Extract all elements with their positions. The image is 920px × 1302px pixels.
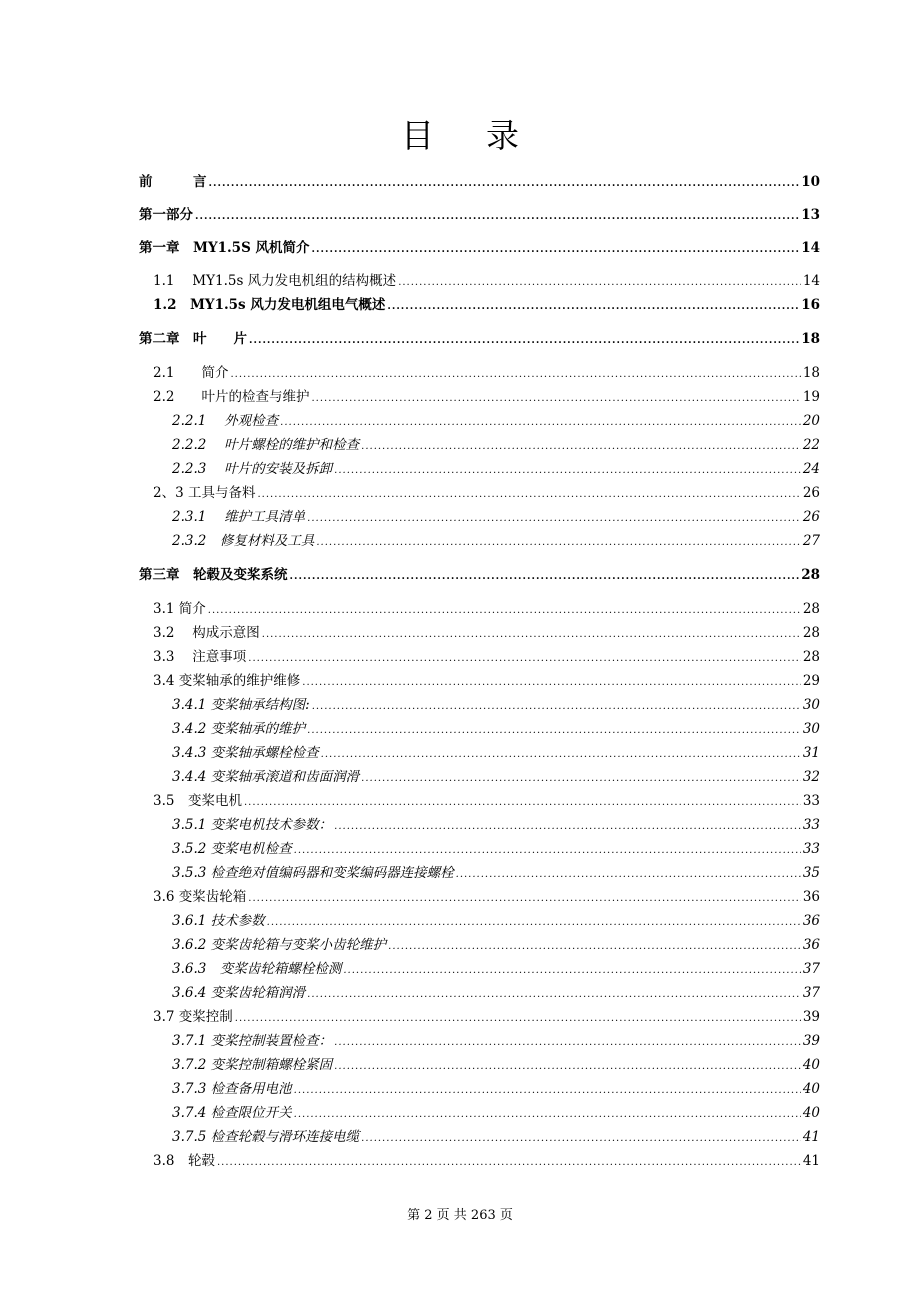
toc-entry-page-number: 26 bbox=[802, 509, 820, 525]
toc-entry-label: 3.7.1 变桨控制装置检查： bbox=[172, 1033, 333, 1049]
toc-entry-page-number: 28 bbox=[802, 649, 820, 665]
toc-entry-page-number: 28 bbox=[802, 625, 820, 641]
toc-entry-label: 3.6.3 变桨齿轮箱螺栓检测 bbox=[172, 961, 342, 977]
toc-entry-page-number: 40 bbox=[802, 1057, 820, 1073]
toc-entry-label: 3.5.1 变桨电机技术参数： bbox=[172, 817, 333, 833]
toc-entry[interactable] bbox=[153, 294, 820, 316]
toc-entry[interactable] bbox=[172, 694, 820, 716]
toc-entry-label: 2.3.2 修复材料及工具 bbox=[172, 533, 315, 549]
toc-entry[interactable] bbox=[172, 506, 820, 528]
toc-entry-page-number: 33 bbox=[802, 793, 820, 809]
toc-entry[interactable] bbox=[153, 482, 820, 504]
toc-leader-dots bbox=[217, 1154, 801, 1172]
toc-leader-dots bbox=[456, 866, 801, 884]
toc-leader-dots bbox=[209, 175, 800, 193]
toc-entry-label: 第二章 叶 片 bbox=[139, 331, 247, 347]
toc-entry[interactable] bbox=[153, 790, 820, 812]
toc-entry-label: 3.7 变桨控制 bbox=[153, 1009, 233, 1025]
toc-leader-dots bbox=[334, 462, 801, 480]
toc-entry-page-number: 35 bbox=[802, 865, 820, 881]
toc-entry-page-number: 26 bbox=[802, 485, 820, 501]
toc-entry[interactable] bbox=[153, 646, 820, 668]
page-footer: 第 2 页 共 263 页 bbox=[407, 1208, 513, 1223]
toc-leader-dots bbox=[361, 1130, 801, 1148]
toc-entry-page-number: 31 bbox=[802, 745, 820, 761]
toc-leader-dots bbox=[387, 298, 799, 316]
toc-leader-dots bbox=[361, 438, 801, 456]
toc-leader-dots bbox=[302, 674, 801, 692]
toc-entry-page-number: 28 bbox=[801, 567, 820, 583]
toc-entry-page-number: 22 bbox=[802, 437, 820, 453]
toc-entry-label: 3.1 简介 bbox=[153, 601, 206, 617]
toc-entry-page-number: 33 bbox=[802, 841, 820, 857]
toc-entry-page-number: 41 bbox=[802, 1129, 820, 1145]
toc-leader-dots bbox=[235, 1010, 801, 1028]
toc-entry[interactable] bbox=[172, 1102, 820, 1124]
toc-entry[interactable] bbox=[139, 564, 820, 586]
toc-entry[interactable] bbox=[153, 362, 820, 384]
toc-entry-label: 3.7.2 变桨控制箱螺栓紧固 bbox=[172, 1057, 333, 1073]
toc-entry[interactable] bbox=[172, 410, 820, 432]
toc-entry-label: 3.4.2 变桨轴承的维护 bbox=[172, 721, 306, 737]
toc-entry[interactable] bbox=[172, 434, 820, 456]
toc-entry[interactable] bbox=[153, 886, 820, 908]
toc-leader-dots bbox=[248, 650, 801, 668]
toc-entry-page-number: 36 bbox=[802, 913, 820, 929]
toc-entry-label: 3.6.2 变桨齿轮箱与变桨小齿轮维护 bbox=[172, 937, 387, 953]
toc-entry-label: 2.2.2 叶片螺栓的维护和检查 bbox=[172, 437, 360, 453]
toc-entry-page-number: 27 bbox=[802, 533, 820, 549]
toc-entry-label: 3.4 变桨轴承的维护维修 bbox=[153, 673, 301, 689]
toc-entry[interactable] bbox=[172, 1054, 820, 1076]
toc-entry-label: 3.4.4 变桨轴承滚道和齿面润滑 bbox=[172, 769, 360, 785]
toc-entry-label: 3.4.1 变桨轴承结构图: bbox=[172, 697, 310, 713]
toc-entry-page-number: 16 bbox=[801, 297, 820, 313]
toc-entry-label: 3.7.4 检查限位开关 bbox=[172, 1105, 292, 1121]
toc-leader-dots bbox=[312, 698, 801, 716]
toc-leader-dots bbox=[334, 818, 801, 836]
toc-entry-label: 第一部分 bbox=[139, 207, 193, 223]
toc-entry[interactable] bbox=[153, 386, 820, 408]
toc-entry-page-number: 39 bbox=[802, 1033, 820, 1049]
toc-entry-page-number: 32 bbox=[802, 769, 820, 785]
toc-entry-page-number: 10 bbox=[801, 174, 820, 190]
toc-entry-page-number: 36 bbox=[802, 937, 820, 953]
toc-entry-page-number: 36 bbox=[802, 889, 820, 905]
toc-entry-page-number: 18 bbox=[802, 365, 820, 381]
toc-entry-page-number: 37 bbox=[802, 985, 820, 1001]
toc-leader-dots bbox=[262, 626, 801, 644]
toc-entry-page-number: 33 bbox=[802, 817, 820, 833]
toc-entry[interactable] bbox=[172, 862, 820, 884]
toc-entry[interactable] bbox=[153, 598, 820, 620]
toc-entry[interactable] bbox=[172, 838, 820, 860]
toc-entry-label: 3.7.5 检查轮毂与滑环连接电缆 bbox=[172, 1129, 360, 1145]
toc-leader-dots bbox=[388, 938, 801, 956]
title-char-1: 目 bbox=[401, 116, 434, 155]
toc-entry-page-number: 13 bbox=[801, 207, 820, 223]
toc-entry-page-number: 14 bbox=[801, 240, 820, 256]
toc-leader-dots bbox=[248, 890, 801, 908]
toc-leader-dots bbox=[307, 510, 801, 528]
toc-leader-dots bbox=[294, 1082, 801, 1100]
toc-entry[interactable] bbox=[172, 910, 820, 932]
toc-entry-label: 3.6.4 变桨齿轮箱润滑 bbox=[172, 985, 306, 1001]
toc-entry[interactable] bbox=[153, 622, 820, 644]
toc-leader-dots bbox=[249, 332, 799, 350]
toc-entry-page-number: 41 bbox=[802, 1153, 820, 1169]
toc-entry[interactable] bbox=[153, 1006, 820, 1028]
toc-entry[interactable] bbox=[153, 1150, 820, 1172]
toc-leader-dots bbox=[294, 1106, 801, 1124]
toc-leader-dots bbox=[316, 534, 800, 552]
toc-entry-label: 3.8 轮毂 bbox=[153, 1153, 215, 1169]
toc-entry-page-number: 37 bbox=[802, 961, 820, 977]
toc-entry-label: 2.1 简介 bbox=[153, 365, 229, 381]
toc-entry[interactable] bbox=[172, 742, 820, 764]
toc-entry-page-number: 29 bbox=[802, 673, 820, 689]
toc-leader-dots bbox=[321, 746, 801, 764]
toc-entry[interactable] bbox=[139, 171, 820, 193]
toc-leader-dots bbox=[294, 842, 801, 860]
toc-leader-dots bbox=[307, 986, 801, 1004]
toc-entry-label: 3.7.3 检查备用电池 bbox=[172, 1081, 292, 1097]
toc-entry-label: 前 言 bbox=[139, 174, 207, 190]
toc-entry-page-number: 28 bbox=[802, 601, 820, 617]
toc-entry-page-number: 19 bbox=[802, 389, 820, 405]
page-title bbox=[0, 112, 920, 160]
toc-entry-label: 2.3.1 维护工具清单 bbox=[172, 509, 306, 525]
toc-entry-label: 3.4.3 变桨轴承螺栓检查 bbox=[172, 745, 319, 761]
toc-entry-label: 3.5.2 变桨电机检查 bbox=[172, 841, 292, 857]
toc-leader-dots bbox=[312, 241, 800, 259]
toc-entry[interactable] bbox=[172, 458, 820, 480]
toc-leader-dots bbox=[307, 722, 801, 740]
toc-leader-dots bbox=[334, 1058, 801, 1076]
title-char-2: 录 bbox=[486, 116, 519, 155]
toc-entry[interactable] bbox=[153, 670, 820, 692]
toc-leader-dots bbox=[334, 1034, 801, 1052]
toc-leader-dots bbox=[343, 962, 800, 980]
toc-entry-label: 2、3 工具与备料 bbox=[153, 485, 256, 501]
toc-entry[interactable] bbox=[172, 530, 820, 552]
toc-entry[interactable] bbox=[172, 982, 820, 1004]
toc-entry[interactable] bbox=[172, 718, 820, 740]
toc-leader-dots bbox=[290, 568, 800, 586]
toc-entry-page-number: 18 bbox=[801, 331, 820, 347]
toc-leader-dots bbox=[398, 274, 801, 292]
toc-entry-label: 2.2.1 外观检查 bbox=[172, 413, 279, 429]
toc-leader-dots bbox=[361, 770, 801, 788]
toc-entry-label: 2.2 叶片的检查与维护 bbox=[153, 389, 310, 405]
toc-entry[interactable] bbox=[139, 204, 820, 226]
toc-entry-label: 3.2 构成示意图 bbox=[153, 625, 260, 641]
toc-entry-label: 第三章 轮毂及变桨系统 bbox=[139, 567, 288, 583]
toc-leader-dots bbox=[195, 208, 799, 226]
toc-entry-page-number: 14 bbox=[802, 273, 820, 289]
toc-entry-page-number: 24 bbox=[802, 461, 820, 477]
toc-entry-page-number: 20 bbox=[802, 413, 820, 429]
toc-entry-label: 3.6.1 技术参数 bbox=[172, 913, 265, 929]
toc-leader-dots bbox=[208, 602, 801, 620]
toc-entry-label: 第一章 MY1.5S 风机简介 bbox=[139, 240, 310, 256]
toc-entry-label: 1.1 MY1.5s 风力发电机组的结构概述 bbox=[153, 273, 397, 289]
toc-entry[interactable] bbox=[172, 814, 820, 836]
toc-entry-page-number: 30 bbox=[802, 697, 820, 713]
toc-leader-dots bbox=[257, 486, 800, 504]
toc-entry[interactable] bbox=[153, 270, 820, 292]
toc-entry-label: 2.2.3 叶片的安装及拆卸 bbox=[172, 461, 333, 477]
toc-entry-label: 3.5 变桨电机 bbox=[153, 793, 242, 809]
toc-leader-dots bbox=[311, 390, 800, 408]
toc-entry-label: 1.2 MY1.5s 风力发电机组电气概述 bbox=[153, 297, 386, 313]
toc-entry-label: 3.6 变桨齿轮箱 bbox=[153, 889, 247, 905]
toc-entry-page-number: 30 bbox=[802, 721, 820, 737]
toc-entry[interactable] bbox=[172, 766, 820, 788]
toc-leader-dots bbox=[244, 794, 801, 812]
toc-entry[interactable] bbox=[139, 328, 820, 350]
toc-entry-page-number: 40 bbox=[802, 1105, 820, 1121]
toc-entry[interactable] bbox=[172, 1030, 820, 1052]
toc-entry-label: 3.5.3 检查绝对值编码器和变桨编码器连接螺栓 bbox=[172, 865, 454, 881]
toc-leader-dots bbox=[267, 914, 801, 932]
toc-entry[interactable] bbox=[139, 237, 820, 259]
toc-entry[interactable] bbox=[172, 1078, 820, 1100]
toc-leader-dots bbox=[230, 366, 800, 384]
toc-entry-page-number: 39 bbox=[802, 1009, 820, 1025]
toc-entry-label: 3.3 注意事项 bbox=[153, 649, 247, 665]
toc-leader-dots bbox=[280, 414, 801, 432]
toc-entry[interactable] bbox=[172, 1126, 820, 1148]
toc-entry-page-number: 40 bbox=[802, 1081, 820, 1097]
toc-entry[interactable] bbox=[172, 958, 820, 980]
toc-entry[interactable] bbox=[172, 934, 820, 956]
